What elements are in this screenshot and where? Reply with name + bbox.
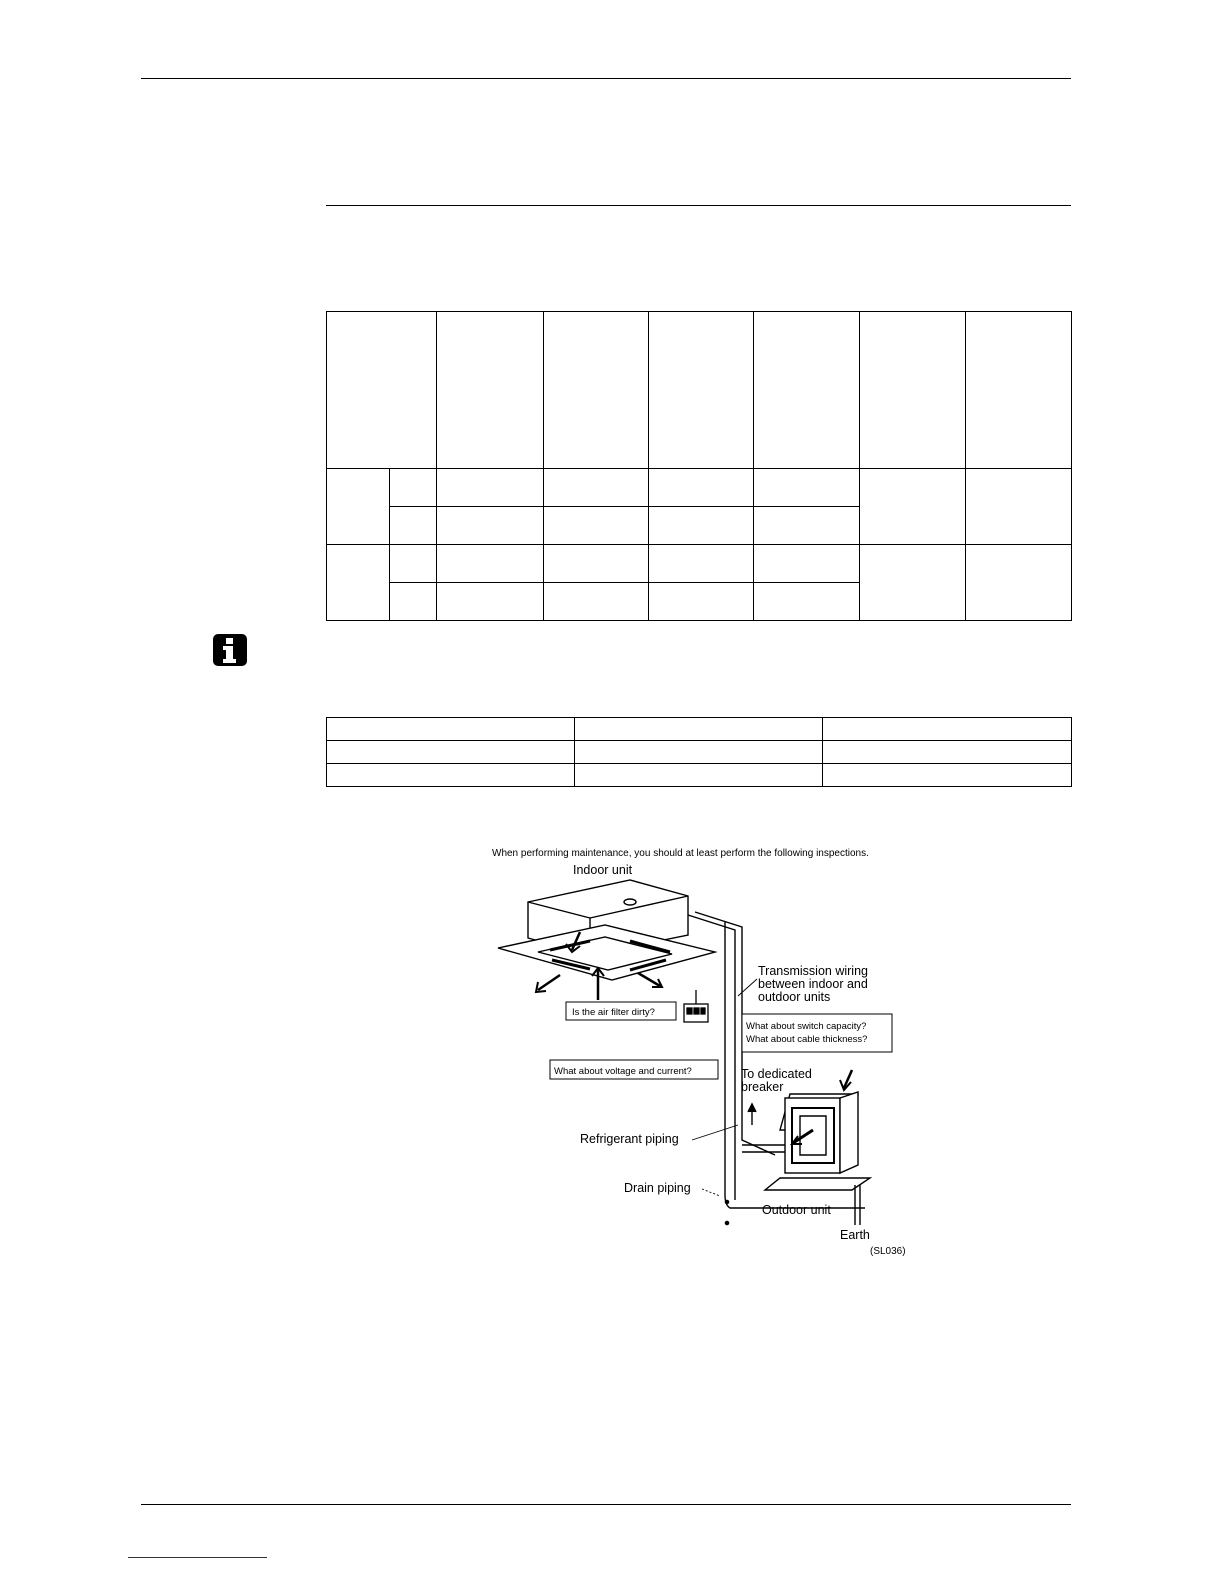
table-row — [327, 544, 1072, 582]
table-cell — [437, 468, 544, 506]
table-cell — [327, 544, 390, 620]
table-cell — [860, 544, 966, 620]
table-cell — [544, 582, 649, 620]
transmission-wiring-label-2: between indoor and — [758, 977, 868, 991]
table-cell — [327, 312, 437, 469]
table-header-row — [327, 312, 1072, 469]
footer-link-underline[interactable] — [128, 1557, 267, 1558]
table-cell — [437, 506, 544, 544]
table-cell — [649, 468, 754, 506]
breaker-label-2: breaker — [741, 1080, 784, 1094]
figure-caption: When performing maintenance, you should at least perform the following inspections. — [492, 848, 869, 859]
table-row — [327, 468, 1072, 506]
table-cell — [327, 468, 390, 544]
transmission-wiring-label-3: outdoor units — [758, 990, 831, 1004]
table-cell — [860, 468, 966, 544]
spec-table — [326, 311, 1072, 621]
table-cell — [327, 718, 575, 741]
table-row — [327, 764, 1072, 787]
table-cell — [823, 741, 1072, 764]
table-cell — [966, 468, 1072, 544]
table-cell — [390, 468, 437, 506]
table-cell — [649, 506, 754, 544]
outdoor-unit-label: Outdoor unit — [762, 1203, 831, 1217]
drain-leader-line — [702, 1189, 720, 1196]
table-cell — [754, 312, 860, 469]
earth-label: Earth — [840, 1228, 870, 1242]
info-icon — [212, 633, 248, 667]
small-table — [326, 717, 1072, 787]
table-cell — [823, 718, 1072, 741]
table-cell — [966, 312, 1072, 469]
breaker-label-1: To dedicated — [741, 1067, 812, 1081]
table-cell — [575, 764, 823, 787]
section-rule — [326, 205, 1071, 206]
table-row — [327, 741, 1072, 764]
figure-code: (SL036) — [870, 1246, 906, 1257]
maintenance-illustration — [480, 840, 930, 1265]
table-cell — [544, 468, 649, 506]
capacity-callout — [742, 1014, 892, 1052]
indoor-unit-drawing — [498, 880, 715, 1000]
table-cell — [649, 544, 754, 582]
table-cell — [437, 582, 544, 620]
table-cell — [754, 544, 860, 582]
table-cell — [754, 468, 860, 506]
table-cell — [327, 764, 575, 787]
refrigerant-piping-label: Refrigerant piping — [580, 1132, 679, 1146]
table-cell — [575, 718, 823, 741]
table-cell — [575, 741, 823, 764]
table-cell — [390, 544, 437, 582]
drain-piping-label: Drain piping — [624, 1181, 691, 1195]
table-cell — [966, 544, 1072, 620]
table-cell — [544, 506, 649, 544]
transmission-wiring-label-1: Transmission wiring — [758, 964, 868, 978]
table-cell — [860, 312, 966, 469]
footer-rule — [141, 1504, 1071, 1505]
table-cell — [649, 312, 754, 469]
table-cell — [390, 582, 437, 620]
switch-question: What about switch capacity? — [746, 1021, 867, 1032]
table-cell — [754, 506, 860, 544]
cable-question: What about cable thickness? — [746, 1034, 868, 1045]
header-rule — [141, 78, 1071, 79]
table-cell — [823, 764, 1072, 787]
refrigerant-leader-line — [692, 1125, 738, 1140]
table-cell — [390, 506, 437, 544]
breaker-box-drawing — [684, 990, 708, 1022]
table-cell — [437, 544, 544, 582]
table-cell — [327, 741, 575, 764]
air-filter-question: Is the air filter dirty? — [572, 1007, 655, 1018]
indoor-unit-label: Indoor unit — [573, 863, 633, 877]
voltage-question: What about voltage and current? — [554, 1066, 692, 1077]
table-row — [327, 718, 1072, 741]
wiring-leader-line — [738, 979, 757, 996]
table-cell — [649, 582, 754, 620]
table-cell — [754, 582, 860, 620]
table-cell — [544, 544, 649, 582]
table-cell — [544, 312, 649, 469]
table-cell — [437, 312, 544, 469]
air-filter-callout — [566, 1002, 676, 1020]
voltage-callout — [550, 1060, 718, 1079]
